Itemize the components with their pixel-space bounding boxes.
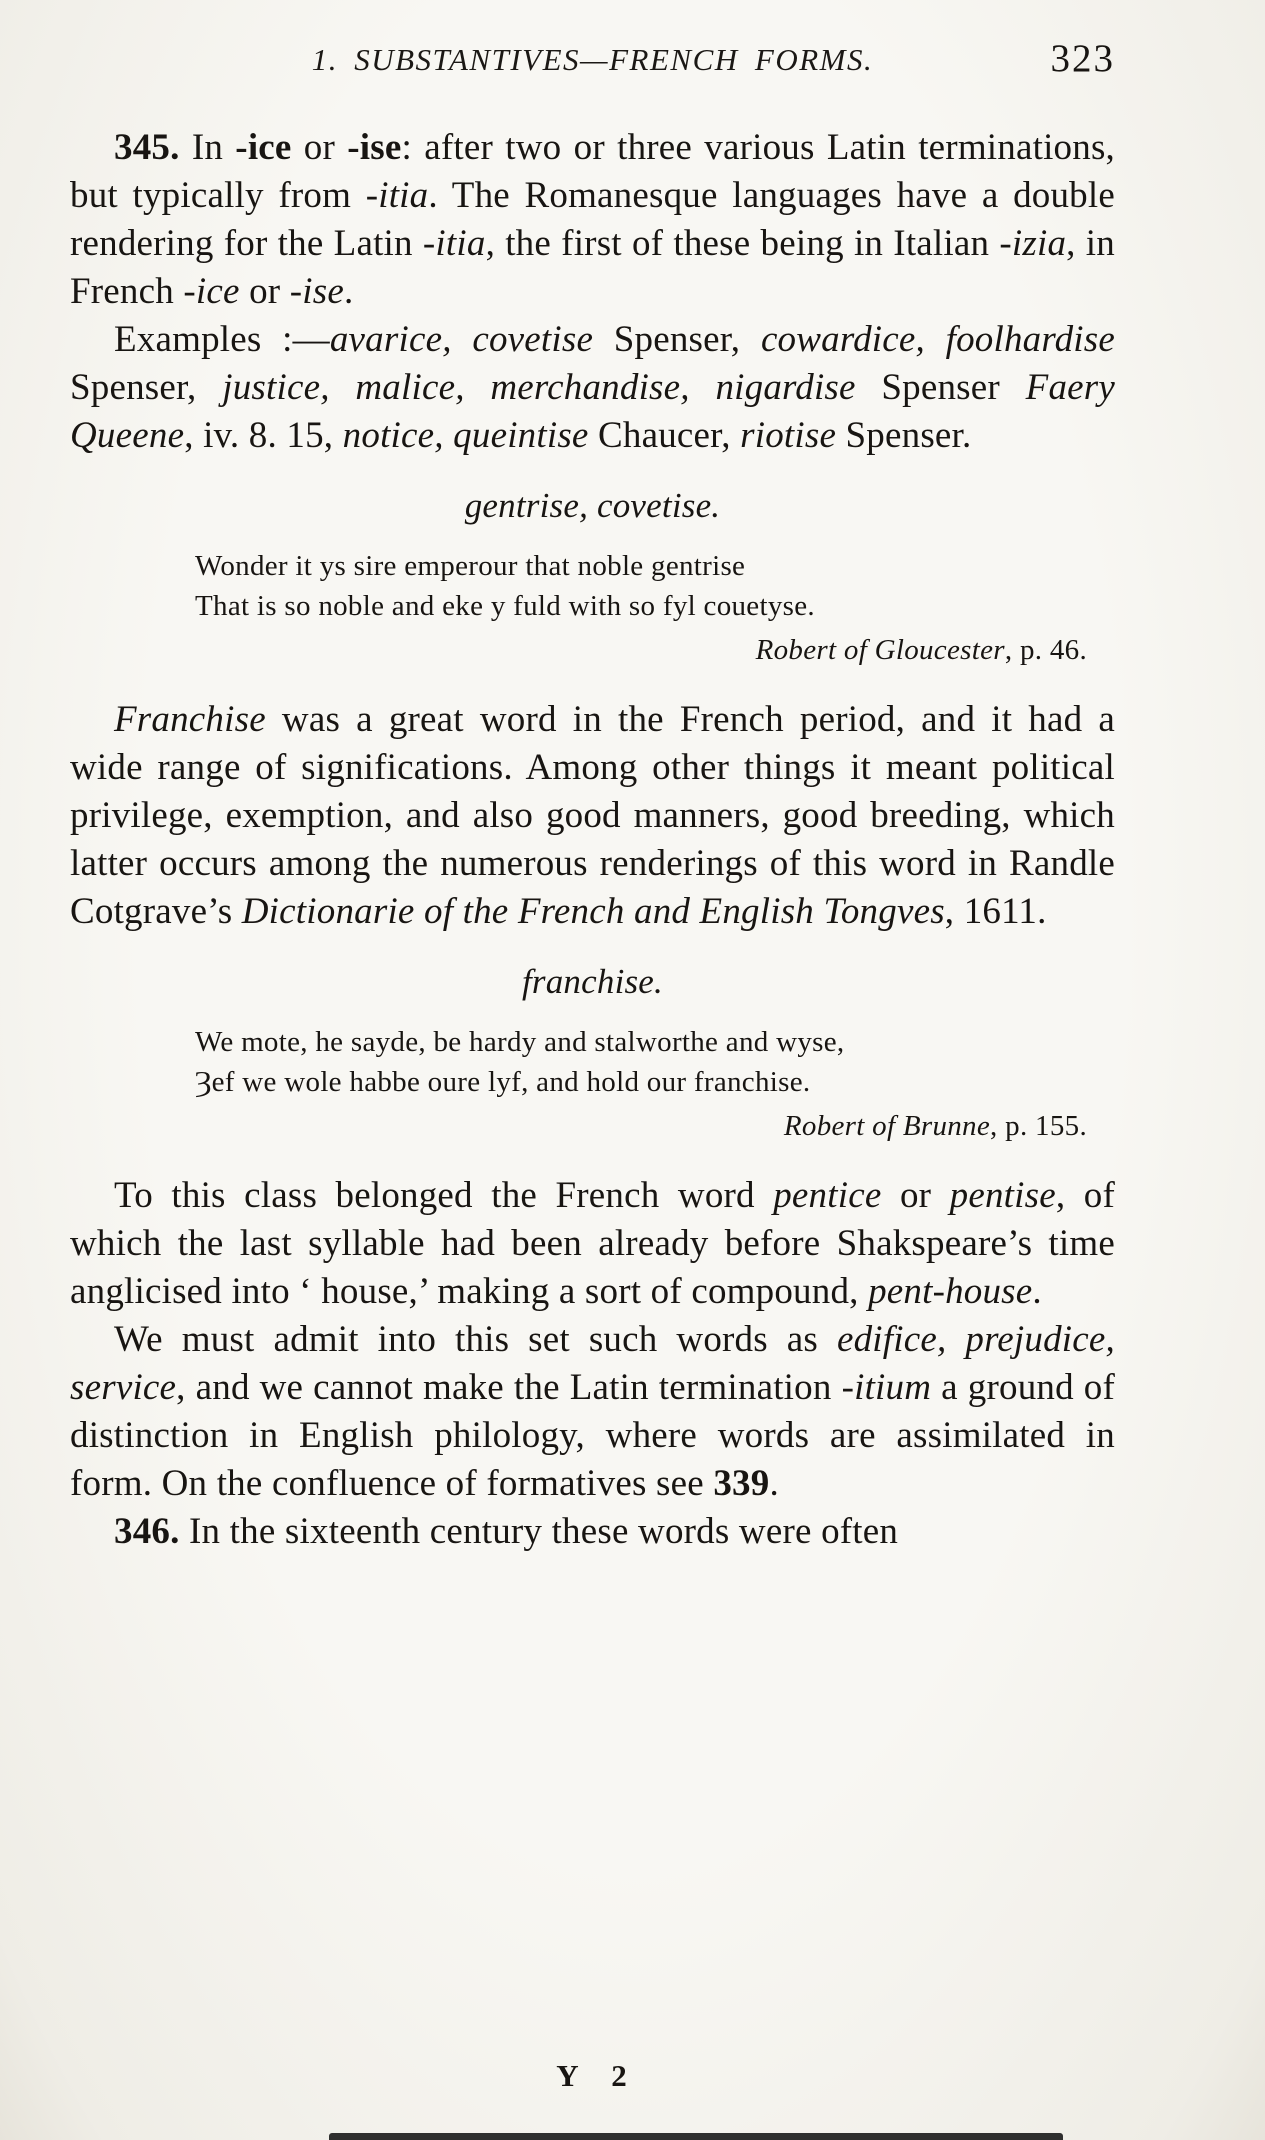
scan-edge-artifact	[329, 2133, 1063, 2140]
word-heading-gentrise: gentrise, covetise.	[464, 486, 721, 525]
verse-line: We mote, he sayde, be hardy and stalworthe and wyse,	[195, 1026, 845, 1058]
verse-line: That is so noble and eke y fuld with so fyl couetyse.	[195, 590, 815, 622]
paragraph-edifice: We must admit into this set such words as edifice, prejudice, service, and we cannot make the Latin termination -itium a ground of distinction in English philology, where words are assimilated in form. On the confluence of formatives see 339.	[70, 1319, 1116, 1504]
running-title: 1. SUBSTANTIVES—FRENCH FORMS.	[311, 42, 874, 77]
paragraph-franchise: Franchise was a great word in the French period, and it had a wide range of significations. Among other things it meant political privilege, exemption, and also good manners, good breeding, which latter occurs among the numerous renderings of this word in Randle Cotgrave’s Dictionarie of the French and English Tongves, 1611.	[70, 699, 1115, 932]
paragraph-pentice: To this class belonged the French word pentice or pentise, of which the last syllable had been already before Shakspeare’s time anglicised into ‘ house,’ making a sort of compound, pent-house.	[70, 1175, 1116, 1312]
verse-line: Ȝef we wole habbe oure lyf, and hold our franchise.	[195, 1066, 811, 1098]
verse-quote-brunne	[195, 1022, 1115, 1146]
verse-quote-gloucester	[195, 546, 1115, 670]
paragraph-345: 345. In -ice or -ise: after two or three various Latin terminations, but typically from -itia. The Romanesque languages have a double rendering for the Latin -itia, the first of these being in Italian -izia, in French -ice or -ise.	[70, 127, 1116, 312]
verse-line: Wonder it ys sire emperour that noble gentrise	[195, 550, 746, 582]
page-number: 323	[1050, 37, 1115, 80]
word-heading-franchise: franchise.	[521, 962, 663, 1001]
page-footer	[70, 2058, 1115, 2094]
page-header	[70, 36, 1115, 94]
paragraph-examples: Examples :—avarice, covetise Spenser, cowardice, foolhardise Spenser, justice, malice, merchandise, nigardise Spenser Faery Queene, iv. 8. 15, notice, queintise Chaucer, riotise Spenser.	[70, 319, 1115, 456]
verse-attribution: Robert of Gloucester, p. 46.	[755, 634, 1087, 666]
printer-signature: Y 2	[556, 2058, 629, 2093]
text-block	[70, 124, 1115, 1556]
paragraph-346: 346. In the sixteenth century these words were often	[114, 1511, 899, 1552]
verse-attribution: Robert of Brunne, p. 155.	[783, 1110, 1087, 1142]
